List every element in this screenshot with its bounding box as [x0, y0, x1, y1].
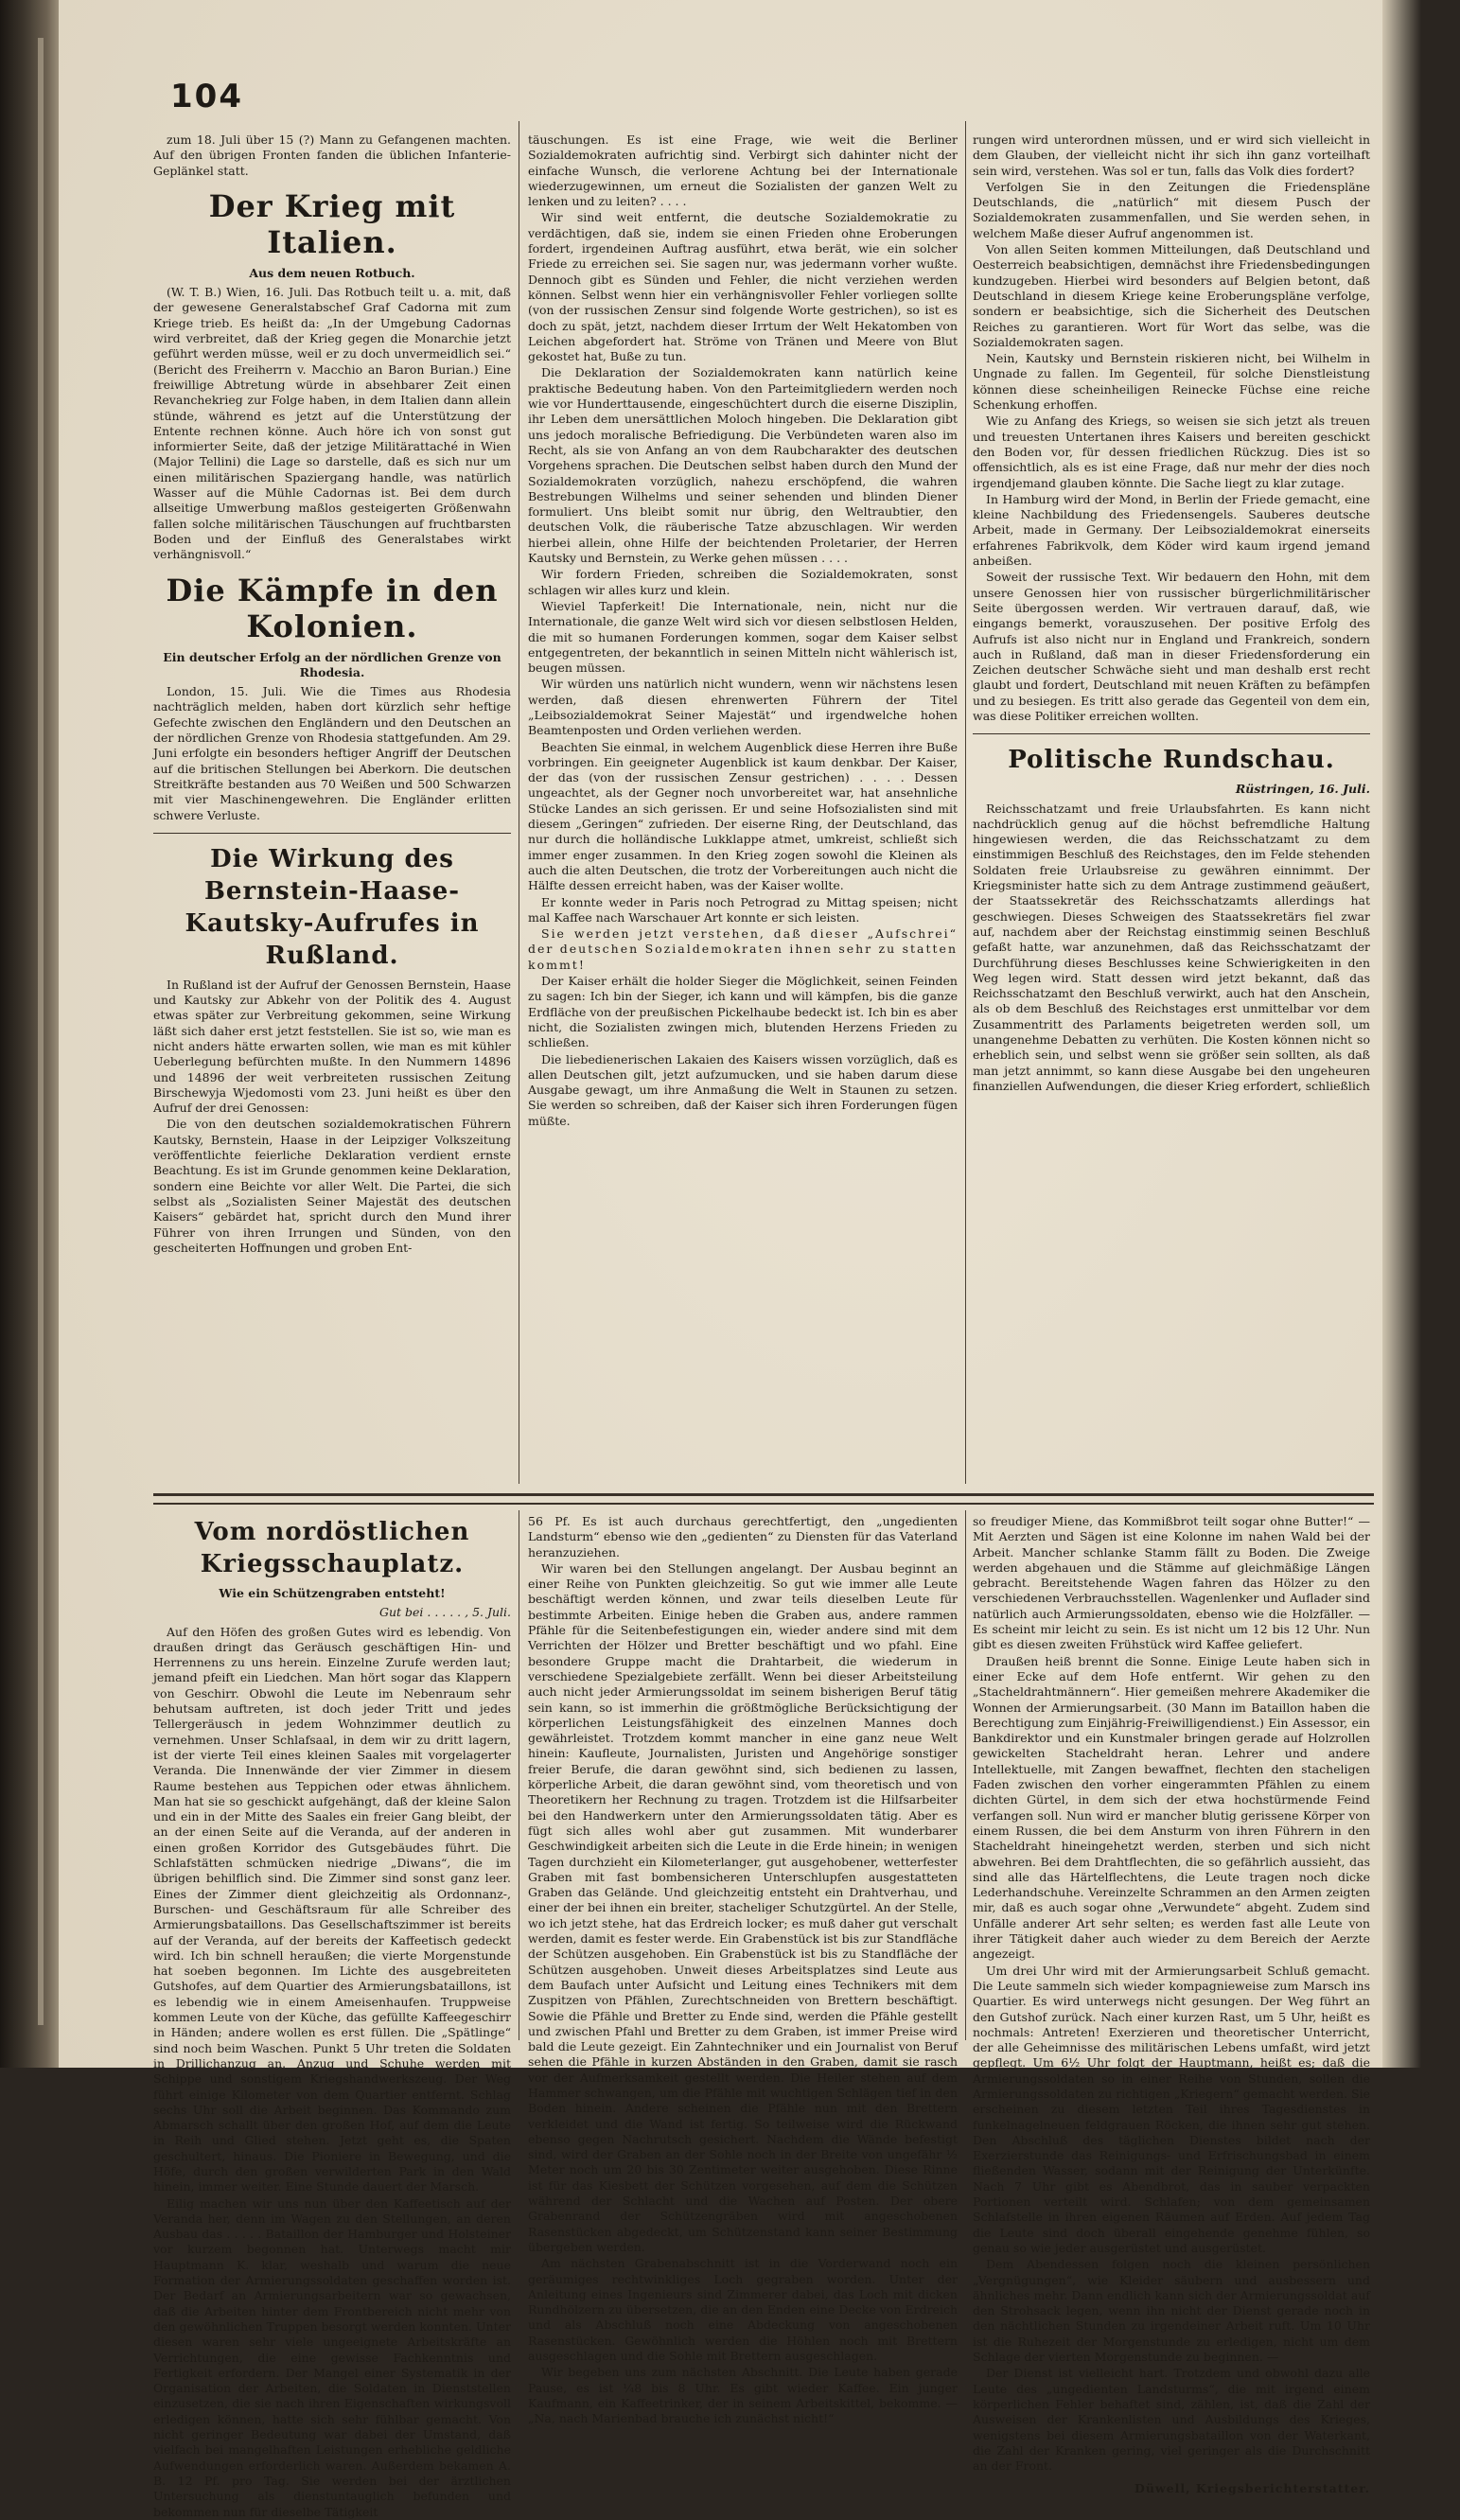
- column-3-top: [973, 132, 1370, 1486]
- spine-edge: [38, 38, 44, 2025]
- headline-wirkung: Die Wirkung des Bernstein-Haase-Kautsky-Aufrufes in Rußland.: [185, 844, 480, 970]
- article-paragraph: Er konnte weder in Paris noch Petrograd zu Mittag speisen; nicht mal Kaffee nach Warschauer Art konnte er sich leisten.: [528, 894, 958, 925]
- section-divider: [153, 1503, 1374, 1505]
- headline-rundschau: Politische Rundschau.: [1008, 746, 1335, 775]
- article-paragraph: Wir begeben uns zum nächsten Abschnitt. Die Leute haben gerade Pause, es ist ¼8 bis 8 Uhr. Es gibt wieder Kaffee. Ein junger Kaufmann, ein Kaffeetrinker, der in seinem Arbeitskittel, bekomme. — „Na, nach Marienbad brauche ich zunächst nicht!“: [528, 2365, 958, 2426]
- article-paragraph: Die Deklaration der Sozialdemokraten kann natürlich keine praktische Bedeutung haben. Von den Parteimitgliedern werden noch wie vor Hunderttausende, eingeschüchtert durch die eiserne Disziplin, ihr Leben dem unersättlichen Moloch hingeben. Die Deklaration gibt uns jedoch moralische Befriedigung. Die Verbündeten waren also im Recht, als sie von Anfang an von dem Raubcharakter des deutschen Vorgehens sprachen. Die Deutschen selbst haben durch den Mund der Sozialdemokraten vorzüglich, nahezu erschöpfend, die wahren Bestrebungen Wilhelms und seiner sehenden und blinden Diener formuliert. Uns bleibt somit nur übrig, den Weltraubtier, den deutschen Volk, die räuberische Tatze abzuschlagen. Wir werden hierbei allein, ohne Hilfe der beichtenden Proletarier, der Herren Kautsky und Bernstein, zu Werke gehen müssen . . . .: [528, 365, 958, 566]
- headline-kolonien: Die Kämpfe in den Kolonien.: [166, 572, 499, 644]
- headline-nordost: Vom nordöstlichen Kriegsschauplatz.: [194, 1518, 470, 1578]
- author-signature: Düwell, Kriegsberichterstatter.: [1134, 2481, 1370, 2496]
- article-paragraph: (W. T. B.) Wien, 16. Juli. Das Rotbuch teilt u. a. mit, daß der gewesene Generalstabschef Graf Cadorna mit zum Kriege trieb. Es heißt da: „In der Umgebung Cadornas wird verbreitet, daß der Krieg gegen die Monarchie jetzt geführt werden müsse, weil er zu doch unvermeidlich sei.“ (Bericht des Freiherrn v. Macchio an Baron Burian.) Eine freiwillige Abtretung würde in absehbarer Zeit einen Revanchekrieg zur Folge haben, in dem Italien dann allein stünde, während es jetzt auf die Unterstützung der Entente rechnen könne. Auch höre ich von sonst gut informierter Seite, daß der jetzige Militärattaché in Wien (Major Tellini) die Lage so darstelle, daß es sich nur um einen militärischen Spaziergang handle, was natürlich Wasser auf die Mühle Cadornas ist. Bei dem durch allseitige Umwerbung maßlos gesteigerten Größenwahn fallen solche militärischen Täuschungen auf fruchtbarsten Boden und der Einfluß des Generalstabes wirkt verhängnisvoll.“: [153, 285, 511, 562]
- page-number: 104: [170, 78, 243, 115]
- article-paragraph: Draußen heiß brennt die Sonne. Einige Leute haben sich in einer Ecke auf dem Hofe entfernt. Wir gehen zu den „Stacheldrahtmännern“. Hier gemeißen mehrere Akademiker die Wonnen der Armierungsarbeit. (30 Mann im Bataillon haben die Berechtigung zum Einjährig-Freiwilligendienst.) Ein Assessor, ein Bankdirektor und ein Kunstmaler bringen gerade auf Holzrollen gewickelten Stacheldraht heran. Lehrer und andere Intellektuelle, mit Zangen bewaffnet, flechten den stacheligen Faden zwischen den vorher eingerammten Pfählen zu einem dichten Gürtel, in dem sich der etwa hochstürmende Feind verfangen soll. Nun wird er mancher blutig gerissene Körper von einem Russen, die bei dem Ansturm von ihren Führern in den Stacheldraht hineingehetzt werden, sterben und sich nicht abwehren. Bei dem Drahtflechten, die so gefährlich aussieht, das sind alle das Härtelflechtens, die Leute tragen noch dicke Lederhandschuhe. Vereinzelte Schrammen an den Armen zeigten mir, daß es auch sogar ohne „Verwundete“ abgeht. Zudem sind Unfälle anderer Art sehr selten; es werden fast alle Leute von ihrer Tätigkeit daher auch wieder zu dem Bereich der Aerzte angezeigt.: [973, 1653, 1370, 1962]
- column-1-bottom: [153, 1514, 511, 2519]
- article-paragraph: 56 Pf. Es ist auch durchaus gerechtfertigt, den „ungedienten Landsturm“ ebenso wie den „gedienten“ zu Diensten für das Vaterland heranzuziehen.: [528, 1514, 958, 1560]
- column-1-top: [153, 132, 511, 1486]
- article-paragraph: Wir würden uns natürlich nicht wundern, wenn wir nächstens lesen werden, daß diesen ehrenwerten Führern der Titel „Leibsozialdemokrat Seiner Majestät“ und irgendwelche hohen Beamtenposten und Orden verliehen werden.: [528, 677, 958, 738]
- article-paragraph: Dem Abendessen folgen noch die kleinen persönlichen „Vergnügungen“, wie Kleider säubern und ausbessern und ähnliches mehr. Dann endlich kann sich der Armierungssoldat auf den Strohsack legen, wenn ihn nicht der Dienst gerade noch in den nächtlichen Stunden zu irgendeiner Arbeit ruft. Um 10 Uhr ist die Ruhezeit der Morgenstunde zu erledigen, nicht um dem Schlage der vierten Morgenstunde zu beginnen. —: [973, 2257, 1370, 2365]
- article-paragraph: Nein, Kautsky und Bernstein riskieren nicht, bei Wilhelm in Ungnade zu fallen. Im Gegenteil, für solche Dienstleistung können diese scheinheiligen Reinecke Füchse eine reiche Schenkung erhoffen.: [973, 351, 1370, 413]
- article-paragraph: Reichsschatzamt und freie Urlaubsfahrten. Es kann nicht nachdrücklich genug auf die höchst befremdliche Haltung hingewiesen werden, die das Reichsschatzamt zu dem einstimmigen Beschluß des Reichstages, den im Felde stehenden Soldaten freie Urlaubsreise zu gewähren einnimmt. Der Kriegsminister hatte sich zu dem Antrage zustimmend geäußert, der Staatssekretär des Reichsschatzamts allerdings hat geschwiegen. Dieses Schweigen des Staatssekretärs fiel zwar auf, nachdem aber der Reichstag einstimmig seinen Beschluß gefaßt hatte, war anzunehmen, daß das Reichsschatzamt der Durchführung dieses Beschlusses keine Schwierigkeiten in den Weg legen wird. Statt dessen wird jetzt bekannt, daß das Reichsschatzamt den Beschluß verwirkt, auch hat den Anschein, als ob dem Beschluß des Reichstages erst unmittelbar vor dem Zusammentritt des Parlaments beigetreten werden soll, um unangenehme Debatten zu verhüten. Die Kosten können nicht so erheblich sein, und selbst wenn sie größer sein sollten, als daß man jetzt annimmt, so kann diese Ausgabe bei den ungeheuren finanziellen Aufwendungen, die dieser Krieg erfordert, schließlich: [973, 801, 1370, 1093]
- article-paragraph: London, 15. Juli. Wie die Times aus Rhodesia nachträglich melden, haben dort kürzlich sehr heftige Gefechte zwischen den Engländern und den Deutschen an der nördlichen Grenze von Rhodesia stattgefunden. Am 29. Juni erfolgte ein besonders heftiger Angriff der Deutschen auf die britischen Stellungen bei Aberkorn. Die deutschen Streitkräfte bestanden aus 70 Weißen und 500 Schwarzen mit vier Maschinengewehren. Die Engländer erlitten schwere Verluste.: [153, 684, 511, 822]
- column-rule: [965, 121, 966, 1484]
- article-paragraph: Soweit der russische Text. Wir bedauern den Hohn, mit dem unsere Genossen hier von russischer bürgerlichmilitärischer Seite übergossen werden. Wir vertrauen darauf, daß, wie eingangs bemerkt, vorauszusehen. Der positive Erfolg des Aufrufs ist also nicht nur in England und Frankreich, sondern auch in Rußland, daß man in dieser Friedensforderung ein Zeichen deutscher Schwäche sieht und man deshalb erst recht glaubt und fordert, Deutschland mit neuen Kräften zu befämpfen und zu besiegen. Es tritt also gerade das Gegenteil von dem ein, was diese Politiker erreichen wollten.: [973, 570, 1370, 723]
- page-edge-shadow: [1382, 0, 1421, 2068]
- column-2-bottom: [528, 1514, 958, 2426]
- article-paragraph: Eilig machen wir uns nun über den Kaffeetisch auf der Veranda her, denn im Wagen zu den Stellungen, an deren Ausbau das . . . . . Bataillon der Hamburger und Holsteiner vor kurzem begonnen hat. Unterwegs macht mir Hauptmann K. klar, weshalb und warum die neue Formation der Armierungssoldaten geschaffen worden ist. Der Bedarf an Armierungsarbeitern war so gewachsen, daß die Arbeiten hinter dem Frontbereich nicht mehr von den gewöhnlichen Truppen besorgt werden konnten. Unter diesen waren sehr viele ungeeignete Arbeitskräfte an Verrichtungen, die eine gewisse Fachkenntnis und Fertigkeit erfordern. Der Mangel einer Systematik in der Organisation der Arbeiten, die Soldaten in Dienststellen einzusetzen, die sie nach ihren Eigenschaften wirkungsvoll erledigen können, hatte sich sehr fühlbar gemacht. Von nicht geringer Bedeutung war dabei der Umstand, daß vielfach bei mangelhaften Leistungen erhebliche geldliche Aufwendungen erforderlich waren. Außerdem bekamen A. B. 12 Pf. pro Tag. Sie werden bei der ärztlichen Untersuchung als dienstuntauglich befunden und bekommen nun für dieselbe Tätigkeit: [153, 2195, 511, 2519]
- article-paragraph: Wir sind weit entfernt, die deutsche Sozialdemokratie zu verdächtigen, daß sie, indem sie einen Frieden ohne Eroberungen fordert, irgendeinen Auftrag ausführt, etwa berät, wie ein solcher Friede zu erreichen sei. Sie sagen nur, was jedermann vorher wußte. Dennoch gibt es Sünden und Fehler, die nicht verziehen werden können. Selbst wenn hier ein verhängnisvoller Fehler vorliegen sollte (von der russischen Zensur sind folgende Worte gestrichen), so ist es doch zu spät, jetzt, nachdem dieser Irrtum der Welt Hekatomben von Leichen abgefordert hat. Ströme von Tränen und Meere von Blut gekostet hat, Buße zu tun.: [528, 210, 958, 364]
- article-paragraph: Wie zu Anfang des Kriegs, so weisen sie sich jetzt als treuen und treuesten Untertanen ihres Kaisers und bereiten geschickt den Boden vor, für dessen friedlichen Rückzug. Dies ist so offensichtlich, als es ist eine Frage, daß nur mehr der dies noch irgendjemand glauben könnte. Die Sache liegt zu klar zutage.: [973, 414, 1370, 490]
- article-paragraph: so freudiger Miene, das Kommißbrot teilt sogar ohne Butter!“ — Mit Aerzten und Sägen ist eine Kolonne im nahen Wald bei der Arbeit. Mancher schlanke Stamm fällt zu Boden. Die Zweige werden abgehauen und die Stämme auf gleichmäßige Längen gebracht. Bereitstehende Wagen fahren das Hölzer zu den verschiedenen Verbrauchsstellen. Wagenlenker und Auflader sind natürlich auch Armierungssoldaten, ebenso wie die Holzfäller. — Es scheint mir leicht zu sein. Es ist nicht um 12 bis 12 Uhr. Nun gibt es diesen zweiten Frühstück wird Kaffee geliefert.: [973, 1514, 1370, 1652]
- headline-italien: Der Krieg mit Italien.: [208, 187, 456, 260]
- column-3-bottom: [973, 1514, 1370, 2496]
- article-paragraph: Beachten Sie einmal, in welchem Augenblick diese Herren ihre Buße vorbringen. Ein geeigneter Augenblick ist kaum denkbar. Der Kaiser, der das (von der russischen Zensur gestrichen) . . . . Dessen ungeachtet, als der Gegner noch unvorbereitet war, hat ansehnliche Stücke Landes an sich gerissen. Er und seine Hofsozialisten sind mit diesem „Geringen“ zufrieden. Der eiserne Ring, der Deutschland, das nur durch die holländische Lukklappe atmet, umkreist, schließt sich immer enger zusammen. In den Krieg zogen sowohl die Kleinen als auch die alten Deutschen, die trotz der Vorbereitungen auch nicht die Hälfte dessen erreicht haben, was der Kaiser wollte.: [528, 739, 958, 893]
- dateline: Gut bei . . . . . , 5. Juli.: [378, 1605, 511, 1620]
- article-paragraph: Wir fordern Frieden, schreiben die Sozialdemokraten, sonst schlagen wir alles kurz und klein.: [528, 567, 958, 597]
- article-paragraph: Sie werden jetzt verstehen, daß dieser „Aufschrei“ der deutschen Sozialdemokraten ihnen sehr zu statten kommt!: [528, 926, 958, 972]
- article-divider: [153, 833, 511, 834]
- article-paragraph: Die liebedienerischen Lakaien des Kaisers wissen vorzüglich, daß es allen Deutschen gilt, jetzt aufzumucken, und sie haben darum diese Ausgabe gewagt, um ihre Anmaßung die Welt in Staunen zu setzen. Sie werden so schreiben, daß der Kaiser sich ihren Forderungen fügen müßte.: [528, 1051, 958, 1128]
- article-paragraph: In Rußland ist der Aufruf der Genossen Bernstein, Haase und Kautsky zur Abkehr von der Politik des 4. August etwas später zur Verbreitung gekommen, seine Wirkung läßt sich daher erst jetzt feststellen. Sie ist so, wie man es nicht anders hätte erwarten sollen, wie man es mit kühler Ueberlegung befürchten mußte. In den Nummern 14896 und 14896 der weit verbreiteten russischen Zeitung Birschewyja Wjedomosti vom 23. Juni heißt es über den Aufruf der drei Genossen:: [153, 977, 511, 1116]
- newspaper-page: [59, 0, 1421, 2519]
- article-paragraph: rungen wird unterordnen müssen, und er wird sich vielleicht in dem Glauben, der vielleicht nicht ihr sich ihn ganz vorteilhaft sein wird, verstehen. Was sol er tun, falls das Volk dies fordert?: [973, 132, 1370, 178]
- intro-text: zum 18. Juli über 15 (?) Mann zu Gefangenen machten. Auf den übrigen Fronten fanden die üblichen Infanterie-Geplänkel statt.: [153, 132, 511, 178]
- column-rule: [965, 1510, 966, 2040]
- subheadline-italien: Aus dem neuen Rotbuch.: [249, 265, 415, 280]
- article-paragraph: täuschungen. Es ist eine Frage, wie weit die Berliner Sozialdemokraten aufrichtig sind. Verbirgt sich dahinter nicht der einfache Wunsch, die verlorene Achtung bei der Internationale wiederzugewinnen, um erneut die Sozialisten der ganzen Welt zu lenken und zu leiten? . . . .: [528, 132, 958, 209]
- section-divider: [153, 1493, 1374, 1496]
- article-paragraph: Der Dienst ist vielleicht hart. Trotzdem und obwohl dazu alle Leute des „ungedienten Landsturms“, die mit irgend einem körperlichen Fehler behaftet sind, zählen, ist, daß die Zahl der Ausweisen der Krankenlisten und Ausbildungs des Krieges, wenigstens bei diesem Armierungsbataillon von der Waterkant, die Zahl der Kranken gering, viel geringer als die Durchschnitt an der Front.: [973, 2366, 1370, 2474]
- article-paragraph: Der Kaiser erhält die holder Sieger die Möglichkeit, seinen Feinden zu sagen: Ich bin der Sieger, ich kann und will kämpfen, bis die ganze Erdfläche von der preußischen Pickelhaube bedeckt ist. Ich bin es aber nicht, die Sozialisten zwingen mich, blutenden Herzens Frieden zu schließen.: [528, 974, 958, 1050]
- article-paragraph: In Hamburg wird der Mond, in Berlin der Friede gemacht, eine kleine Nachbildung des Friedensengels. Sauberes deutsche Arbeit, made in Germany. Der Leibsozialdemokrat einerseits erfahrenes Fabrikvolk, dem Köder wird kaum irgend jemand anbeißen.: [973, 491, 1370, 569]
- article-paragraph: Wieviel Tapferkeit! Die Internationale, nein, nicht nur die Internationale, die ganze Welt wird sich vor diesen selbstlosen Helden, die mit so humanen Forderungen kommen, sogar dem Kaiser selbst entgegentreten, der bekanntlich in seinen Mitteln nicht wählerisch ist, beugen müssen.: [528, 598, 958, 676]
- column-2-top: [528, 132, 958, 1486]
- article-paragraph: Die von den deutschen sozialdemokratischen Führern Kautsky, Bernstein, Haase in der Leipziger Volkszeitung veröffentlichte feierliche Deklaration verdient ernste Beachtung. Es ist im Grunde genommen keine Deklaration, sondern eine Beichte vor aller Welt. Die Partei, die sich selbst als „Sozialisten Seiner Majestät des deutschen Kaisers“ gebärdet hat, spricht durch den Mund ihrer Führer von ihren Irrungen und Sünden, von den gescheiterten Hoffnungen und groben Ent-: [153, 1117, 511, 1255]
- article-paragraph: Am nächsten Grabenabschnitt ist in die Vorderwand noch ein geräumiges rechtwinkliges Loch gegraben worden. Unter der Anleitung eines Ingenieurs sind Zimmerer dabei, das Loch mit dicken Rundhölzern zu übersetzen, die an den Enden eine Decke von Erdreich und als Abschluß noch eine Abdeckung von angeschobenen Rasenstücken. Gewöhnlich werden die Höhlen noch mit Brettern ausgeschlagen und die Sohle mit Brettern ausgeschlagen.: [528, 2256, 958, 2364]
- article-paragraph: Von allen Seiten kommen Mitteilungen, daß Deutschland und Oesterreich beabsichtigen, demnächst ihre Friedensbedingungen kundzugeben. Hierbei wird besonders auf Belgien betont, daß Deutschland in diesem Kriege keine Eroberungspläne verfolge, sondern er beabsichtige, sich die Sicherheit des Deutschen Reiches zu garantieren. Wort für Wort das selbe, was die Sozialdemokraten sagen.: [973, 242, 1370, 349]
- article-paragraph: Auf den Höfen des großen Gutes wird es lebendig. Von draußen dringt das Geräusch geschäftigen Hin- und Herrennens zu uns herein. Einzelne Zurufe werden laut; jemand pfeift ein Liedchen. Man hört sogar das Klappern von Geschirr. Obwohl die Leute im Nebenraum sehr behutsam auftreten, ist doch jeder Tritt und jedes Tellergeräusch in jedem Wohnzimmer deutlich zu vernehmen. Unser Schlafsaal, in dem wir zu dritt lagern, ist der vierte Teil eines kleinen Saales mit vorgelagerter Veranda. Die Innenwände der vier Zimmer in diesem Raume bestehen aus Teppichen oder etwas ähnlichem. Man hat sie so geschickt aufgehängt, daß der kleine Salon und ein in der Mitte des Saales ein freier Gang bleibt, der an der einen Seite auf die Veranda, auf der anderen in einen großen Korridor des Gutsgebäudes führt. Die Schlafstätten schmücken niedrige „Diwans“, die im übrigen behilflich sind. Die Zimmer sind sonst ganz leer. Eines der Zimmer dient gleichzeitig als Ordonnanz-, Burschen- und Geschäftsraum für alle Schreiber des Armierungsbataillons. Das Gesellschaftszimmer ist bereits auf der Veranda, auf der bereits der Kaffeetisch gedeckt wird. Ich bin schnell heraußen; die vierte Morgenstunde hat soeben begonnen. Im Lichte des ausgebreiteten Gutshofes, auf dem Quartier des Armierungsbataillons, ist es lebendig wie in einem Ameisenhaufen. Truppweise kommen Leute von der Küche, das gefüllte Kaffeegeschirr in Händen; andere wollen es erst füllen. Die „Spätlinge“ sind noch beim Waschen. Punkt 5 Uhr treten die Soldaten in Drillichanzug an. Anzug und Schuhe werden mit Schippe und sonstigem Kriegshandwerkszeug. Der Weg führt einige Kilometer von dem Quartier entfernt. Schlag sechs Uhr soll die Arbeit beginnen. Das Kommando zum Abmarsch schallt über den großen Hof, auf dem die Leute in Reih und Glied stehen. Jetzt geht es, die Spaten geschultert, hinaus. Die Pioniere in Bewegung, und die Höfe, durch den großen verwilderten Park in den Wald hinein, immer weiter. Eine Stunde dauert der Marsch.: [153, 1624, 511, 2194]
- subheadline-nordost: Wie ein Schützengraben entsteht!: [219, 1586, 446, 1600]
- book-spine: [0, 0, 59, 2068]
- article-paragraph: Wir waren bei den Stellungen angelangt. Der Ausbau beginnt an einer Reihe von Punkten gleichzeitig. So gut wie immer alle Leute beschäftigt werden können, und zwar teils dieselben Leute für bestimmte Arbeiten. Einige heben die Graben aus, andere rammen Pfähle für die Seitenbefestigungen ein, wieder andere sind mit dem Verrichten der Hölzer und Bretter beschäftigt und wo pfahl. Eine besondere Gruppe macht die Drahtarbeit, die wiederum in verschiedene Spezialgebiete zerfällt. Wenn bei dieser Arbeitsteilung auch nicht jeder Armierungssoldat im seinem bisherigen Beruf tätig sein kann, so ist immerhin die größtmögliche Berücksichtigung der körperlichen Leistungsfähigkeit des einzelnen Mannes doch gewährleistet. Trotzdem kommt mancher in eine ganz neue Welt hinein: Kaufleute, Journalisten, Juristen und Angehörige sonstiger freier Berufe, die daran gewöhnt sind, sich bedienen zu lassen, körperliche Arbeit, die daran gewöhnt sind, vom theoretisch und von Theoretikern her Rechnung zu tragen. Trotzdem ist die Hilfsarbeiter bei den Handwerkern unter den Armierungssoldaten tätig. Aber es fügt sich alles wohl aber gut zusammen. Mit wunderbarer Geschwindigkeit arbeiten sich die Leute in die Erde hinein; in wenigen Tagen durchzieht ein Kilometerlanger, gut ausgehobener, wetterfester Graben mit fast bombensicheren Unterschlupfen ausgestatteten Graben das Gelände. Und gleichzeitig entsteht ein Drahtverhau, und einer der bei ihnen ein breiter, stacheliger Schutzgürtel. An der Stelle, wo ich jetzt stehe, hat das Erdreich locker; es muß daher gut verschalt werden, damit es fester werde. Ein Grabenstück ist bis zur Standfläche der Schützen ausgehoben. Ein Grabenstück ist bis zu Standfläche der Schützen ausgehoben. Unweit dieses Arbeitsplatzes sind Leute aus dem Baufach unter Aufsicht und Leitung eines Technikers mit dem Zuspitzen von Pfählen, Zurechtschneiden von Brettern beschäftigt. Sowie die Pfähle und Bretter zu Ende sind, werden die Pfähle gestellt und zwischen Pfahl und Bretter zu dem Graben, ist immer Preise wird bald die Leute gezeigt. Ein Zahntechniker und ein Journalist von Beruf sehen die Pfähle in kurzen Abständen in den Graben, damit sie rasch vor der Aufmerksamkeit gestellt werden. Die Heiler stehen auf dem Hammer schwangen, um die Pfähle mit wuchtigen Schlägen tief in den Boden hinein. Andere scheinen die Pfähle nun mit den Brettern verkleidet und die Wand ist fertig. So teilweise wird die Rückwand ebenso gegen Nachrutsch gesichert. Nachdem die Wände befestigt sind, wird der Graben an der Sohle noch in der Breite von ungefähr ½ Meter noch um 20 bis 30 Zentimeter weiter ausgehoben. Diese Rinne ist für das Kiesbett der Schützen vorgesehen, auf dem die Schützen während der Schlacht und die Wachen auf Posten. Der obere Grabenrand der Schützengräben wird mit angeschobenen Rasenstücken abgedeckt, um Schützenstand kann seiner Bestimmung übergeben werden.: [528, 1560, 958, 2254]
- article-paragraph: Verfolgen Sie in den Zeitungen die Friedenspläne Deutschlands, die „natürlich“ mit diesem Pusch der Sozialdemokraten zusammenfallen, und Sie werden sehen, in welchem Maße dieser Aufruf angenommen ist.: [973, 179, 1370, 240]
- article-paragraph: Um drei Uhr wird mit der Armierungsarbeit Schluß gemacht. Die Leute sammeln sich wieder kompagnieweise zum Marsch ins Quartier. Es wird unterwegs nicht gesungen. Der Weg führt an den Gutshof zurück. Nach einer kurzen Rast, um 5 Uhr, heißt es nochmals: Antreten! Exerzieren und theoretischer Unterricht, der alle Geheimnisse des militärischen Lebens umfaßt, wird jetzt gepflegt. Um 6½ Uhr folgt der Hauptmann, heißt es; daß die Armierungssoldaten so in einer Reihe von Stunden, sollen die Armierungssoldaten zu richtigen „Kriegern“ gemacht werden. Sie erscheinen zu diesem letzten Teil ihres Tagesdienstes in funkelnagelneuen feldgrauen Röcken, die ihnen sehr gut stehen. Den Abschluß des täglichen Dienstes bildet nach der Exerzierstunde das Reinigungs- und Erfrischungsbad in einem fließenden Wasser, sodann mit der Reinigung der Unterkünfte. Nach 7 Uhr gibt es Abendbrot, das in sauber verpackten Portionen verteilt wird. Schlafen; von dem gemeinsamen Schlafstelle in ihren eigenen Räumen auf Erden. Auf jedem Tag die Leute sind doch überall eingehende genehme fühlen, so genau so wie jeder ausgerüstet und ausgerüstet.: [973, 1963, 1370, 2255]
- subheadline-kolonien: Ein deutscher Erfolg an der nördlichen Grenze von Rhodesia.: [163, 649, 501, 679]
- article-divider: [973, 733, 1370, 734]
- dateline: Rüstringen, 16. Juli.: [1235, 782, 1370, 797]
